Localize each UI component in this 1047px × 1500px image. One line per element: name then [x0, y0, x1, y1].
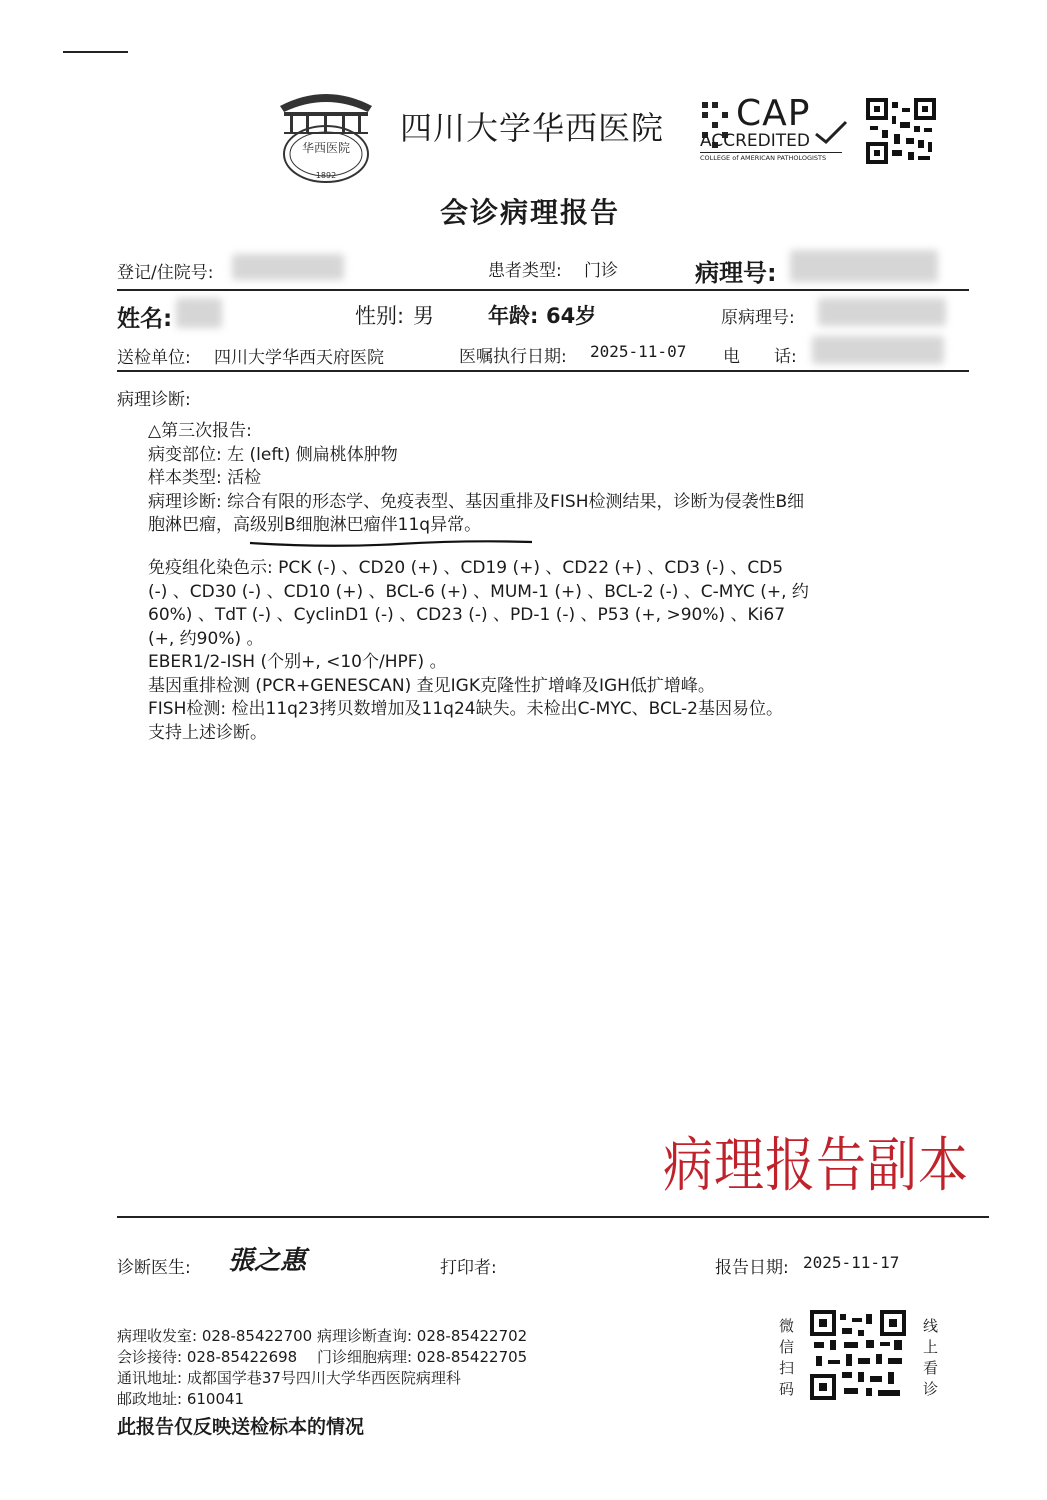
seal-text: 华西医院: [301, 141, 351, 155]
pathology-no-label: 病理号:: [695, 259, 777, 287]
age-label: 年龄:: [488, 304, 539, 328]
phone-label: 电 话:: [723, 347, 797, 367]
contact-line: 邮政地址: 610041: [117, 1390, 245, 1408]
diagnosis-line: 病变部位: 左 (left) 侧扁桃体肿物: [148, 444, 398, 465]
order-date-label: 医嘱执行日期:: [459, 347, 567, 367]
copy-stamp: 病理报告副本: [663, 1130, 969, 1200]
name-label: 姓名:: [117, 306, 173, 332]
check-mark-icon: [814, 120, 848, 146]
wechat-qr-code-icon[interactable]: [810, 1310, 906, 1400]
diagnosis-line: △第三次报告:: [148, 421, 252, 441]
seal-year: 1892: [315, 171, 337, 180]
doctor-signature: 張之惠: [228, 1246, 307, 1276]
online-consult-label: 线上看诊: [921, 1318, 939, 1402]
contact-line: 通讯地址: 成都国学巷37号四川大学华西医院病理科: [117, 1369, 461, 1387]
diagnosis-line: 病理诊断: 综合有限的形态学、免疫表型、基因重排及FISH检测结果，诊断为侵袭性B细: [148, 491, 805, 512]
ihc-line: FISH检测: 检出11q23拷贝数增加及11q24缺失。未检出C-MYC、BCL-2基因易位。: [148, 699, 783, 719]
redacted-pathology-no: [790, 250, 938, 282]
cap-subtitle: ACCREDITED: [700, 131, 810, 151]
report-date-value: 2025-11-17: [803, 1253, 900, 1272]
order-date-value: 2025-11-07: [590, 342, 687, 361]
corner-mark: [63, 51, 128, 53]
ihc-line: 支持上述诊断。: [148, 722, 267, 743]
header-rule-2: [117, 370, 969, 372]
sender-value: 四川大学华西天府医院: [214, 348, 384, 368]
sender-label: 送检单位:: [117, 348, 191, 368]
qr-code-icon: [866, 98, 936, 164]
handwritten-underline: [248, 536, 534, 550]
report-date-label: 报告日期:: [715, 1258, 789, 1278]
sex-value: 男: [413, 304, 434, 328]
ihc-block: [148, 557, 958, 745]
diagnosis-line: 样本类型: 活检: [148, 468, 262, 488]
cap-org: COLLEGE of AMERICAN PATHOLOGISTS: [700, 154, 827, 162]
ihc-line: (+, 约90%) 。: [148, 628, 264, 649]
contact-block: [117, 1326, 527, 1410]
age-value: 64岁: [546, 304, 597, 328]
ihc-line: 基因重排检测 (PCR+GENESCAN) 查见IGK克隆性扩增峰及IGH低扩增峰。: [148, 675, 715, 696]
hospital-name: 四川大学华西医院: [400, 109, 665, 147]
cap-divider: [700, 152, 842, 153]
sex-label: 性别:: [355, 304, 405, 328]
ihc-line: (-) 、CD30 (-) 、CD10 (+) 、BCL-6 (+) 、MUM-1 (+) 、BCL-2 (-) 、C-MYC (+, 约: [148, 581, 809, 602]
ihc-line: EBER1/2-ISH (个别+, <10个/HPF) 。: [148, 652, 447, 672]
patient-type-value: 门诊: [584, 261, 618, 281]
diagnosis-line: 胞淋巴瘤，高级别B细胞淋巴瘤伴11q异常。: [148, 515, 482, 535]
signature-rule: [117, 1216, 989, 1218]
contact-line: 病理收发室: 028-85422700 病理诊断查询: 028-85422702: [117, 1327, 528, 1345]
redacted-name: [176, 298, 222, 328]
diagnosis-section-label: 病理诊断:: [117, 390, 191, 410]
contact-line: 会诊接待: 028-85422698 门诊细胞病理: 028-85422705: [117, 1348, 528, 1366]
registration-label: 登记/住院号:: [117, 263, 214, 283]
cap-title: CAP: [736, 93, 811, 134]
redacted-orig-pathology-no: [818, 298, 946, 326]
header-rule-1: [117, 289, 969, 291]
ihc-line: 60%) 、TdT (-) 、CyclinD1 (-) 、CD23 (-) 、PD-1 (-) 、P53 (+, >90%) 、Ki67: [148, 605, 786, 625]
doctor-label: 诊断医生:: [117, 1258, 191, 1278]
disclaimer: 此报告仅反映送检标本的情况: [117, 1416, 365, 1438]
report-title: 会诊病理报告: [440, 196, 621, 229]
wechat-scan-label: 微信扫码: [777, 1318, 795, 1402]
orig-pathology-no-label: 原病理号:: [721, 308, 795, 328]
redacted-phone: [812, 336, 944, 364]
printer-label: 打印者:: [440, 1258, 497, 1278]
hospital-seal-logo: [270, 86, 382, 186]
ihc-line: 免疫组化染色示: PCK (-) 、CD20 (+) 、CD19 (+) 、CD22 (+) 、CD3 (-) 、CD5: [148, 558, 784, 578]
redacted-registration: [232, 254, 344, 280]
diagnosis-block: [148, 420, 958, 538]
patient-type-label: 患者类型:: [488, 261, 562, 281]
